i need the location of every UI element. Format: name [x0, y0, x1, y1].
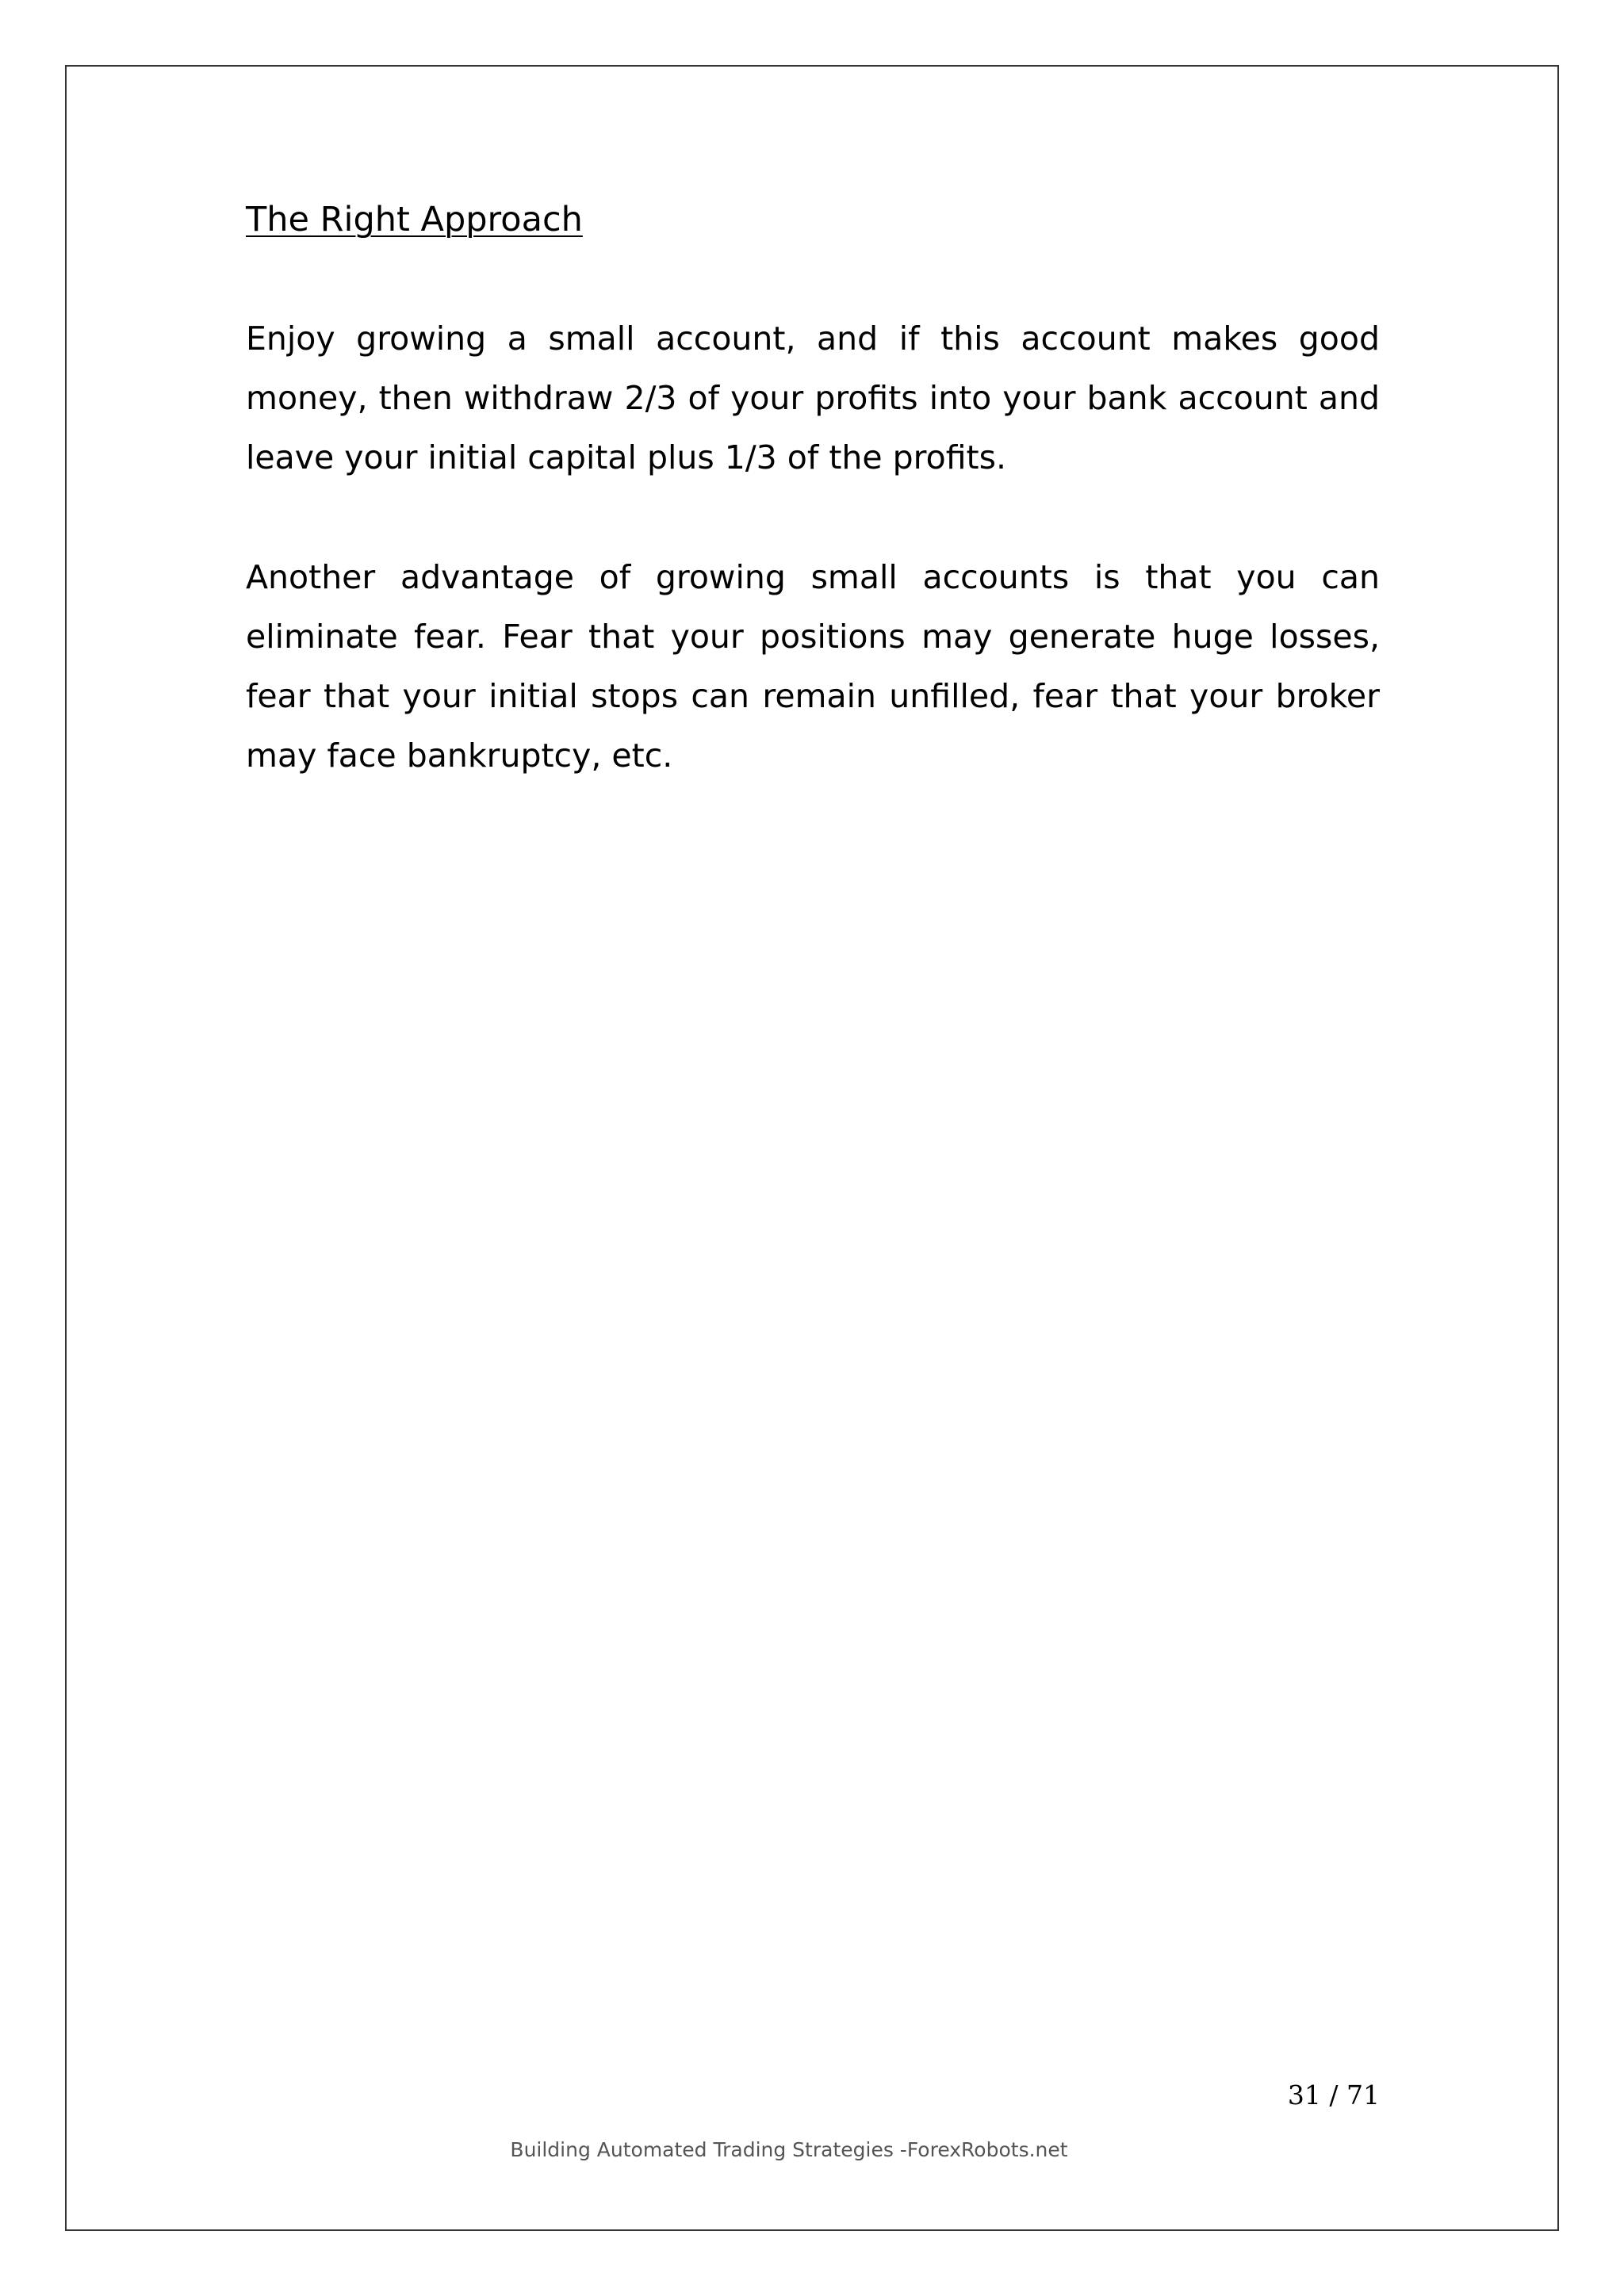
paragraph-2: Another advantage of growing small accounts is that you can eliminate fear. Fear that your positions may generate huge losses, fear that your initial stops can remain unfilled, fear that your broker may face bankruptcy, etc.: [246, 558, 1380, 775]
page-content: [246, 190, 1380, 846]
section-heading: The Right Approach: [246, 200, 583, 239]
paragraph-1: Enjoy growing a small account, and if this account makes good money, then withdraw 2/3 of your profits into your bank account and leave your initial capital plus 1/3 of the profits.: [246, 320, 1380, 476]
footer-text: Building Automated Trading Strategies -ForexRobots.net: [510, 2138, 1068, 2161]
page-number: 31 / 71: [1287, 2080, 1380, 2110]
